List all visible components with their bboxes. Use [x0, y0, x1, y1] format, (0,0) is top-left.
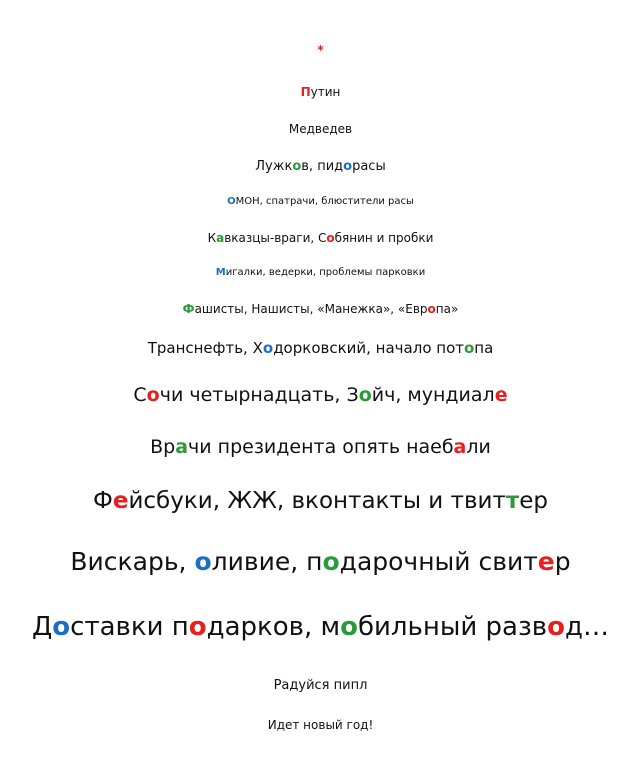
- poem-line-9: [0, 386, 641, 405]
- highlighted-letter: М: [215, 267, 226, 278]
- line-text-segment: вказцы-враги, С: [224, 231, 327, 245]
- line-text-segment: чи четырнадцать, З: [159, 384, 359, 406]
- highlighted-letter: *: [317, 43, 324, 57]
- poem-line-1: [0, 86, 641, 98]
- highlighted-letter: а: [175, 436, 189, 458]
- line-text-segment: дарочный свит: [339, 547, 538, 576]
- highlighted-letter: а: [453, 436, 467, 458]
- line-text-segment: чи президента опять наеб: [188, 436, 454, 458]
- line-text-segment: р: [554, 547, 571, 576]
- line-text-segment: игалки, ведерки, проблемы парковки: [225, 267, 426, 278]
- line-text-segment: йсбуки, ЖЖ, вконтакты и твит: [128, 488, 506, 514]
- line-text-segment: утин: [310, 85, 341, 99]
- highlighted-letter: е: [112, 488, 129, 514]
- line-text-segment: дорковский, начало пот: [273, 339, 464, 357]
- line-text-segment: бильный разв: [357, 612, 548, 642]
- line-text-segment: ставки п: [70, 612, 189, 642]
- poem-line-trunk-2: [0, 719, 641, 731]
- poem-line-12: [0, 549, 641, 574]
- line-text-segment: расы: [352, 159, 386, 174]
- line-text-segment: Ф: [93, 488, 113, 514]
- poem-line-2: [0, 123, 641, 135]
- highlighted-letter: о: [340, 612, 358, 642]
- highlighted-letter: о: [188, 612, 207, 642]
- line-text-segment: д…: [565, 612, 609, 642]
- poem-line-4: [0, 197, 641, 207]
- highlighted-letter: о: [463, 339, 475, 357]
- line-text-segment: Медведев: [288, 122, 353, 136]
- line-text-segment: Идет новый год!: [267, 718, 374, 732]
- highlighted-letter: о: [262, 339, 274, 357]
- poem-line-7: [0, 303, 641, 315]
- highlighted-letter: о: [343, 159, 353, 174]
- highlighted-letter: о: [292, 159, 302, 174]
- poem-line-13: [0, 614, 641, 640]
- highlighted-letter: е: [494, 384, 508, 406]
- highlighted-letter: т: [505, 488, 520, 514]
- line-text-segment: йч, мундиал: [371, 384, 495, 406]
- poem-line-8: [0, 341, 641, 356]
- highlighted-letter: о: [358, 384, 372, 406]
- highlighted-letter: о: [326, 231, 335, 245]
- poem-line-star: [0, 44, 641, 56]
- highlighted-letter: Ф: [182, 302, 195, 316]
- line-text-segment: в, пид: [301, 159, 344, 174]
- line-text-segment: Транснефть, Х: [147, 339, 263, 357]
- highlighted-letter: о: [547, 612, 566, 642]
- line-text-segment: па»: [435, 302, 459, 316]
- poem-line-10: [0, 438, 641, 457]
- line-text-segment: ливие, п: [211, 547, 323, 576]
- line-text-segment: Радуйся пипл: [273, 678, 368, 693]
- highlighted-letter: о: [322, 547, 340, 576]
- highlighted-letter: П: [300, 85, 311, 99]
- line-text-segment: па: [474, 339, 494, 357]
- poem-line-3: [0, 160, 641, 173]
- line-text-segment: дарков, м: [206, 612, 341, 642]
- highlighted-letter: е: [537, 547, 555, 576]
- line-text-segment: Лужк: [255, 159, 293, 174]
- line-text-segment: С: [133, 384, 147, 406]
- highlighted-letter: о: [194, 547, 212, 576]
- highlighted-letter: о: [146, 384, 160, 406]
- poem-line-6: [0, 268, 641, 278]
- highlighted-letter: О: [227, 196, 236, 207]
- highlighted-letter: о: [52, 612, 71, 642]
- line-text-segment: ли: [466, 436, 491, 458]
- line-text-segment: Вр: [150, 436, 176, 458]
- poem-line-11: [0, 490, 641, 513]
- highlighted-letter: о: [427, 302, 436, 316]
- line-text-segment: бянин и пробки: [334, 231, 434, 245]
- line-text-segment: ер: [519, 488, 548, 514]
- poem-line-5: [0, 232, 641, 244]
- line-text-segment: МОН, спатрачи, блюстители расы: [235, 196, 414, 207]
- highlighted-letter: а: [216, 231, 225, 245]
- line-text-segment: ашисты, Нашисты, «Манежка», «Евр: [194, 302, 428, 316]
- line-text-segment: Вискарь,: [70, 547, 195, 576]
- line-text-segment: Д: [31, 612, 53, 642]
- poem-line-trunk-1: [0, 679, 641, 692]
- line-text-segment: К: [207, 231, 217, 245]
